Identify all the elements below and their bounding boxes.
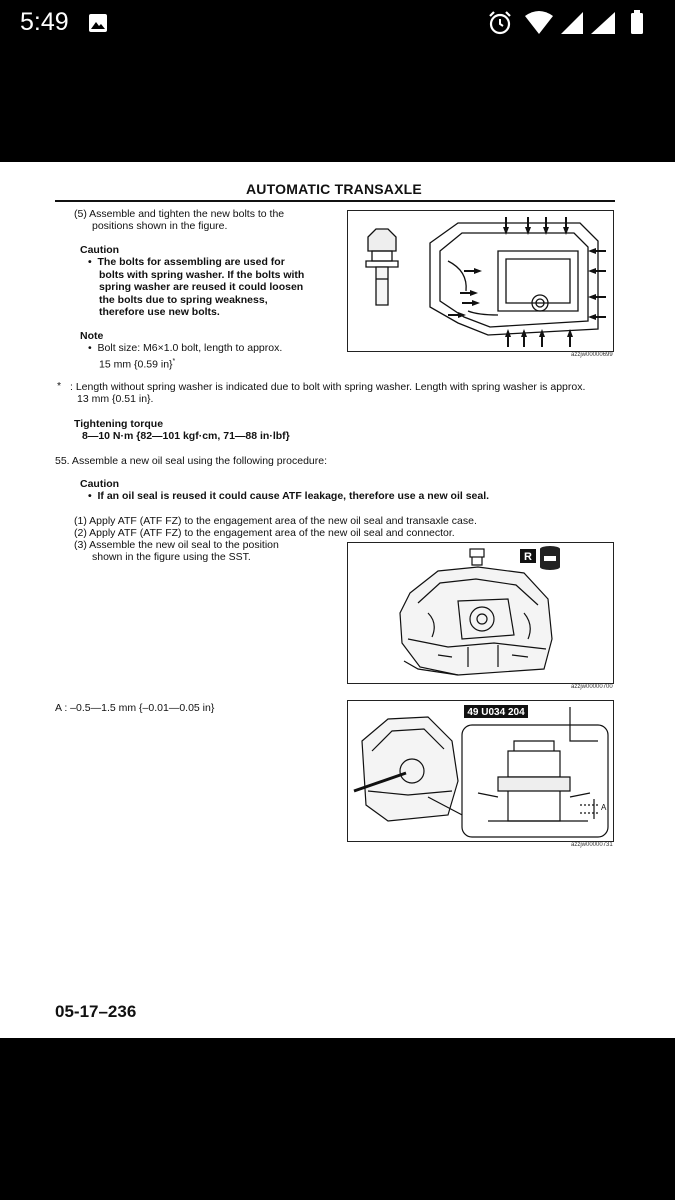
dimension-a: A : –0.5—1.5 mm {–0.01—0.05 in}: [55, 702, 215, 714]
bolt-positions-drawing: [348, 211, 613, 351]
status-bar: [0, 0, 675, 48]
sst-install-figure: [347, 700, 614, 842]
image-icon: [88, 13, 108, 33]
page-header-title: AUTOMATIC TRANSAXLE: [246, 181, 422, 197]
oil-seal-figure: [347, 542, 614, 684]
footnote-line-2: 13 mm {0.51 in}.: [77, 393, 154, 405]
caution-2-body: • If an oil seal is reused it could cause ATF leakage, therefore use a new oil seal.: [88, 490, 490, 502]
bullet-icon: •: [88, 490, 98, 502]
substep-2: (2) Apply ATF (ATF FZ) to the engagement area of the new oil seal and connector.: [74, 527, 455, 539]
figure-2-id: azzjw00000700: [571, 684, 613, 690]
footnote-line-1: : Length without spring washer is indicated due to bolt with spring washer. Length with spring washer is approx.: [70, 381, 586, 393]
page-number: 05-17–236: [55, 1002, 137, 1021]
alarm-icon: [490, 12, 510, 33]
figure-1-id: azzjw00000699: [571, 352, 613, 358]
bullet-icon: •: [88, 342, 98, 354]
sst-drawing: [348, 701, 613, 841]
sst-number-label: 49 U034 204: [467, 707, 525, 718]
manual-page: [0, 162, 675, 1038]
atf-can-icon: [540, 546, 560, 570]
bullet-icon: •: [88, 256, 98, 268]
header-rule: [55, 200, 615, 202]
document-page[interactable]: [0, 162, 675, 1038]
figure-3-id: azzjw00000731: [571, 842, 613, 848]
torque-title: Tightening torque: [74, 418, 164, 430]
signal-icon: [561, 12, 583, 34]
bolt-arrows: [448, 217, 606, 347]
substep-3-line-2: shown in the figure using the SST.: [92, 551, 251, 563]
caution-2-title: Caution: [80, 478, 120, 490]
step-5-line-1: (5) Assemble and tighten the new bolts to the: [74, 208, 285, 220]
wifi-icon: [525, 11, 553, 34]
footnote-star: *: [57, 380, 62, 392]
battery-icon: [631, 10, 643, 34]
bolt-positions-figure: [347, 210, 614, 352]
caution-1-title: Caution: [80, 244, 120, 256]
status-right-icons: [487, 10, 657, 36]
substep-3-line-1: (3) Assemble the new oil seal to the position: [74, 539, 279, 551]
step-55: 55. Assemble a new oil seal using the following procedure:: [55, 455, 327, 467]
substep-1: (1) Apply ATF (ATF FZ) to the engagement area of the new oil seal and transaxle case.: [74, 515, 477, 527]
note-line-1: • Bolt size: M6×1.0 bolt, length to approx.: [88, 342, 283, 354]
dimension-a-label: A: [601, 803, 607, 812]
transaxle-drawing: [348, 543, 613, 683]
torque-value: 8—10 N·m {82—101 kgf·cm, 71—88 in·lbf}: [82, 430, 290, 442]
status-time: 5:49: [20, 8, 69, 36]
note-line-2: 15 mm {0.59 in}*: [99, 358, 176, 371]
signal-icon-2: [591, 12, 615, 34]
r-label: R: [524, 551, 532, 563]
note-title: Note: [80, 330, 104, 342]
step-5-line-2: positions shown in the figure.: [92, 220, 228, 232]
caution-1-body: • The bolts for assembling are used for bolts with spring washer. If the bolts with spring washer are reused it could loosen the bolts due to spring weakness, therefore use new bolts.: [88, 256, 305, 318]
